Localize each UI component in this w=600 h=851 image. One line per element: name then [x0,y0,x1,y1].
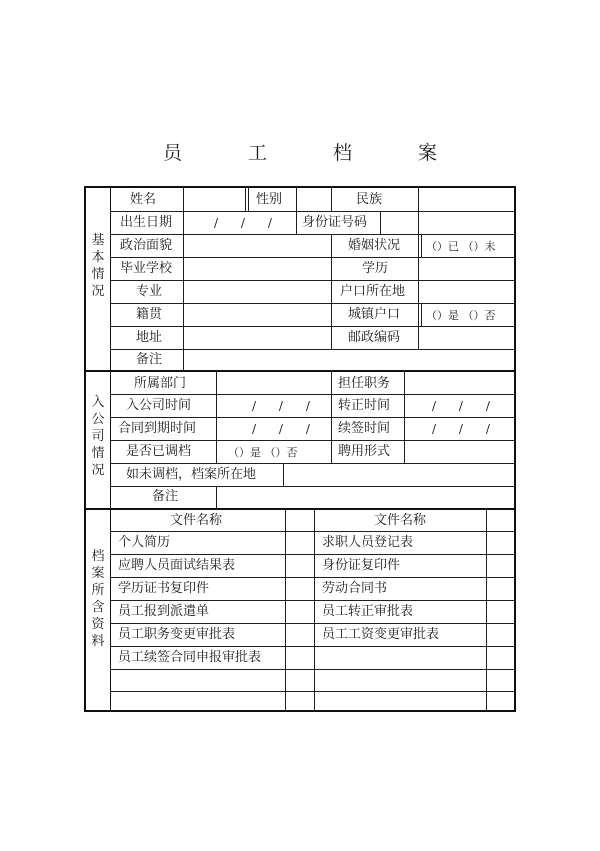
label-school: 毕业学校 [120,261,173,276]
file-item-right: 身份证复印件 [322,558,401,573]
employee-record-form [84,186,516,712]
file-item-right: 求职人员登记表 [322,535,414,550]
renew-date-field[interactable]: / / / [432,422,490,436]
label-basic-remarks: 备注 [136,352,163,367]
marital-options[interactable]: （）已 （）未 [426,240,496,253]
label-regular-date: 转正时间 [338,398,391,413]
contract-end-field[interactable]: / / / [252,422,310,436]
file-item-left: 学历证书复印件 [118,581,210,596]
label-company-remarks: 备注 [152,489,179,504]
label-name: 姓名 [130,192,157,207]
label-postal-code: 邮政编码 [348,330,401,345]
section-label-divider [110,188,111,710]
label-contract-end: 合同到期时间 [118,421,197,436]
file-item-left: 员工报到派遣单 [118,604,210,619]
label-native-place: 籍贯 [136,307,163,322]
birth-date-field[interactable]: / / / [214,216,272,230]
page-title: 员 工 档 案 [162,142,468,164]
label-department: 所属部门 [134,376,187,391]
label-marital-status: 婚姻状况 [348,238,401,253]
section-label-basic: 基本情况 [91,233,105,299]
regular-date-field[interactable]: / / / [432,399,490,413]
label-renew-date: 续签时间 [338,421,391,436]
file-item-right: 员工转正审批表 [322,604,414,619]
section-divider-1 [86,370,514,372]
join-date-field[interactable]: / / / [252,399,310,413]
label-birth-date: 出生日期 [120,215,173,230]
label-hukou-location: 户口所在地 [340,284,406,299]
label-join-date: 入公司时间 [126,398,192,413]
section-label-files: 档案所含资料 [91,549,105,649]
section-divider-2 [86,508,514,510]
file-item-right: 员工工资变更审批表 [322,627,440,642]
section-label-company: 入公司情况 [91,395,105,478]
file-item-right: 劳动合同书 [322,581,388,596]
label-id-number: 身份证号码 [302,215,368,230]
label-transferred: 是否已调档 [126,444,192,459]
file-item-left: 员工职务变更审批表 [118,627,236,642]
transferred-options[interactable]: （）是 （）否 [228,446,298,459]
label-position: 担任职务 [338,376,391,391]
files-header-left: 文件名称 [170,513,223,528]
label-major: 专业 [136,284,163,299]
files-header-right: 文件名称 [374,513,427,528]
label-address: 地址 [136,330,163,345]
label-ethnicity: 民族 [356,192,383,207]
label-urban-hukou: 城镇户口 [348,307,401,322]
label-archive-location: 如未调档，档案所在地 [126,467,257,482]
file-item-left: 个人简历 [118,535,171,550]
file-item-left: 员工续签合同申报审批表 [118,650,262,665]
label-education: 学历 [362,261,389,276]
urban-hukou-options[interactable]: （）是 （）否 [426,309,496,322]
file-item-left: 应聘人员面试结果表 [118,558,236,573]
label-political-status: 政治面貌 [120,238,173,253]
label-employment-form: 聘用形式 [338,444,391,459]
label-gender: 性别 [256,192,283,207]
